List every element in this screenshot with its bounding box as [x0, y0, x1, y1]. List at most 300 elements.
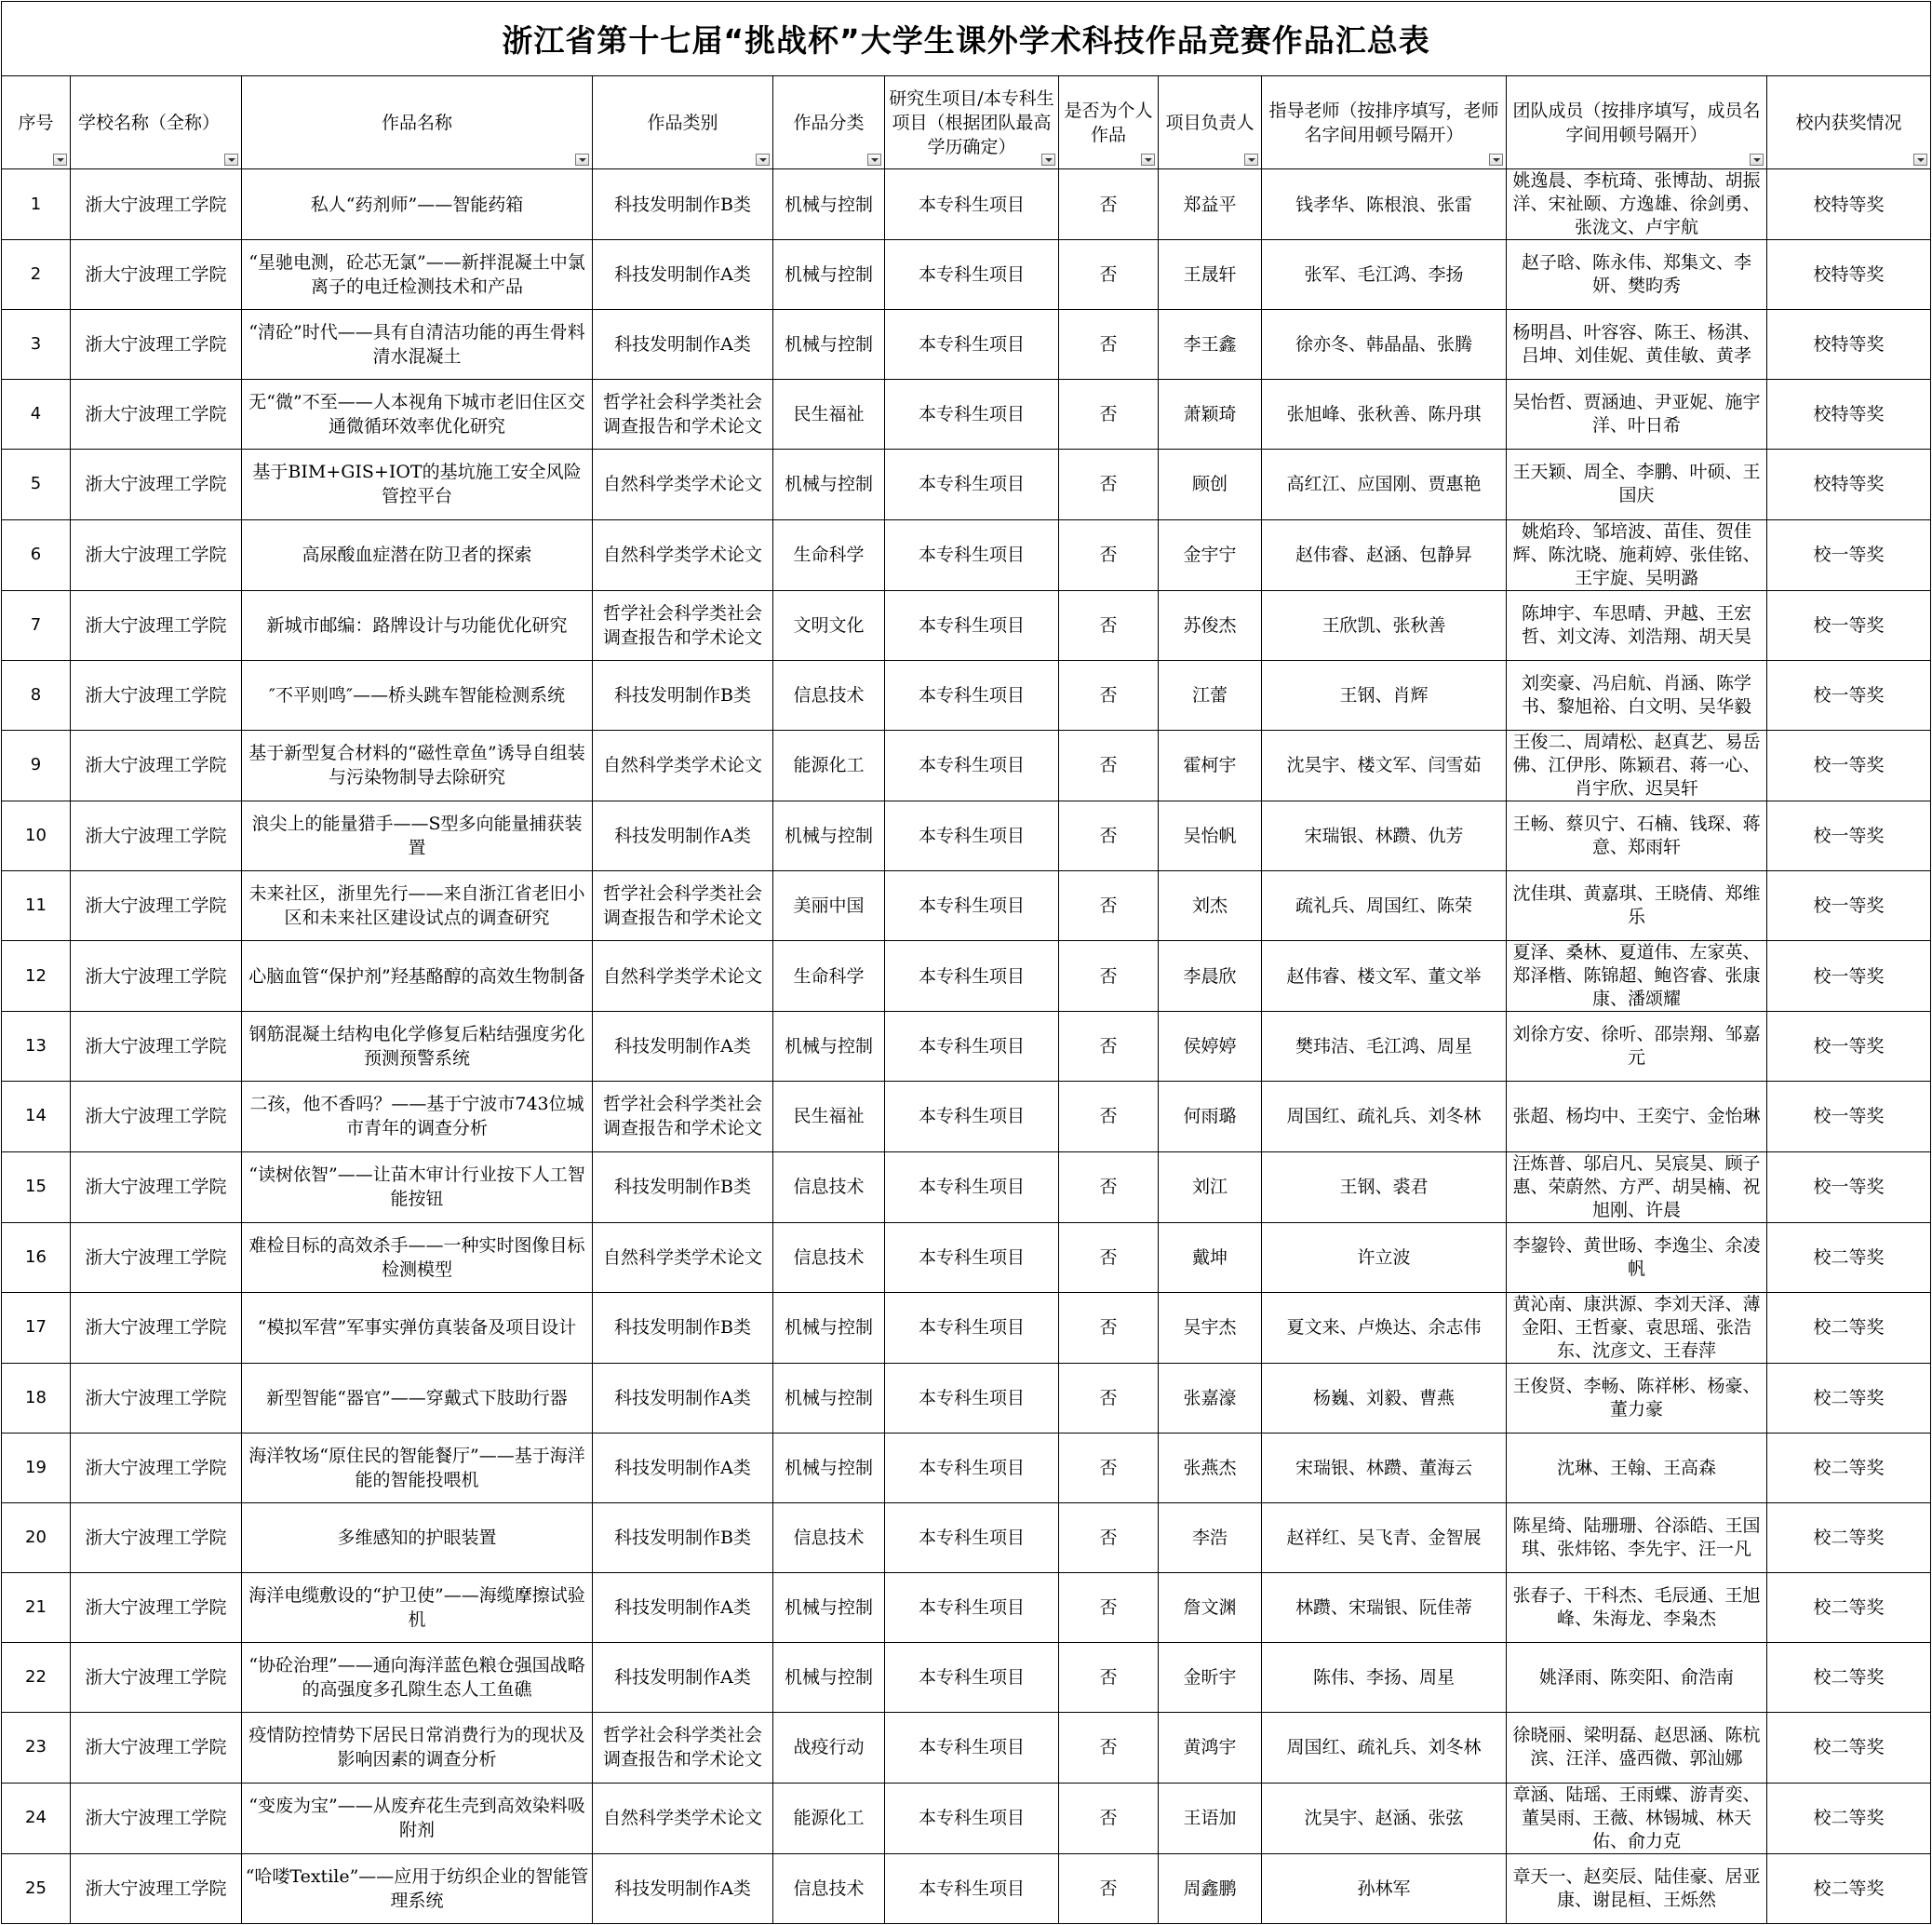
row-number[interactable]: 11: [2, 871, 71, 941]
is-individual[interactable]: 否: [1059, 1012, 1159, 1082]
project-leader[interactable]: 吴宇杰: [1159, 1292, 1262, 1363]
work-name[interactable]: 钢筋混凝土结构电化学修复后粘结强度劣化预测预警系统: [242, 1012, 593, 1082]
school-name[interactable]: 浙大宁波理工学院: [71, 801, 242, 870]
work-category[interactable]: 哲学社会科学类社会调查报告和学术论文: [593, 1082, 773, 1151]
school-name[interactable]: 浙大宁波理工学院: [71, 1853, 242, 1923]
is-individual[interactable]: 否: [1059, 1151, 1159, 1222]
work-field[interactable]: 生命科学: [773, 941, 885, 1012]
work-category[interactable]: 科技发明制作A类: [593, 1643, 773, 1713]
school-name[interactable]: 浙大宁波理工学院: [71, 941, 242, 1012]
row-number[interactable]: 25: [2, 1853, 71, 1923]
work-category[interactable]: 科技发明制作A类: [593, 1573, 773, 1643]
header-label: 团队成员（按排序填写，成员名字间用顿号隔开）: [1512, 100, 1761, 145]
row-number[interactable]: 16: [2, 1222, 71, 1292]
is-individual[interactable]: 否: [1059, 1503, 1159, 1573]
project-level[interactable]: 本专科生项目: [885, 450, 1059, 519]
row-number[interactable]: 15: [2, 1151, 71, 1222]
award[interactable]: 校一等奖: [1767, 519, 1931, 590]
advisors[interactable]: 徐亦冬、韩晶晶、张腾: [1262, 310, 1507, 380]
work-name[interactable]: 高尿酸血症潜在防卫者的探索: [242, 519, 593, 590]
award[interactable]: 校一等奖: [1767, 871, 1931, 941]
filter-dropdown-icon[interactable]: [224, 154, 238, 166]
is-individual[interactable]: 否: [1059, 1643, 1159, 1713]
work-field[interactable]: 机械与控制: [773, 240, 885, 310]
work-name[interactable]: 疫情防控情势下居民日常消费行为的现状及影响因素的调查分析: [242, 1713, 593, 1783]
row-number[interactable]: 1: [2, 169, 71, 240]
is-individual[interactable]: 否: [1059, 660, 1159, 730]
work-category[interactable]: 科技发明制作A类: [593, 240, 773, 310]
work-name[interactable]: 基于新型复合材料的“磁性章鱼”诱导自组装与污染物制导去除研究: [242, 730, 593, 801]
advisors[interactable]: 高红江、应国刚、贾惠艳: [1262, 450, 1507, 519]
school-name[interactable]: 浙大宁波理工学院: [71, 310, 242, 380]
is-individual[interactable]: 否: [1059, 1853, 1159, 1923]
row-number[interactable]: 24: [2, 1783, 71, 1853]
work-name[interactable]: 二孩，他不香吗？——基于宁波市743位城市青年的调查分析: [242, 1082, 593, 1151]
project-leader[interactable]: 霍柯宇: [1159, 730, 1262, 801]
header-is-individual: [1059, 76, 1159, 169]
is-individual[interactable]: 否: [1059, 1783, 1159, 1853]
filter-dropdown-icon[interactable]: [53, 154, 67, 166]
team-members[interactable]: 杨明昌、叶容容、陈王、杨淇、吕坤、刘佳妮、黄佳敏、黄孝: [1507, 310, 1767, 380]
advisors[interactable]: 宋瑞银、林躜、仇芳: [1262, 801, 1507, 870]
team-members[interactable]: 张超、杨均中、王奕宁、金怡琳: [1507, 1082, 1767, 1151]
row-number[interactable]: 2: [2, 240, 71, 310]
school-name[interactable]: 浙大宁波理工学院: [71, 1082, 242, 1151]
work-name[interactable]: “变废为宝”——从废弃花生壳到高效染料吸附剂: [242, 1783, 593, 1853]
filter-dropdown-icon[interactable]: [1041, 154, 1055, 166]
advisors[interactable]: 沈昊宇、楼文军、闫雪茹: [1262, 730, 1507, 801]
project-level[interactable]: 本专科生项目: [885, 801, 1059, 870]
team-members[interactable]: 章涵、陆瑶、王雨蝶、游青奕、董昊雨、王薇、林锡城、林天佑、俞力克: [1507, 1783, 1767, 1853]
school-name[interactable]: 浙大宁波理工学院: [71, 1573, 242, 1643]
header-work-category: [593, 76, 773, 169]
project-level[interactable]: 本专科生项目: [885, 941, 1059, 1012]
team-members[interactable]: 王俊二、周靖松、赵真艺、易岳佛、江伊彤、陈颖君、蒋一心、肖宇欣、迟昊轩: [1507, 730, 1767, 801]
team-members[interactable]: 沈琳、王翰、王高森: [1507, 1433, 1767, 1502]
school-name[interactable]: 浙大宁波理工学院: [71, 660, 242, 730]
work-field[interactable]: 信息技术: [773, 1503, 885, 1573]
team-members[interactable]: 章天一、赵奕辰、陆佳豪、居亚康、谢昆桓、王烁然: [1507, 1853, 1767, 1923]
work-field[interactable]: 机械与控制: [773, 1363, 885, 1433]
work-field[interactable]: 机械与控制: [773, 169, 885, 240]
is-individual[interactable]: 否: [1059, 590, 1159, 660]
work-category[interactable]: 科技发明制作A类: [593, 310, 773, 380]
is-individual[interactable]: 否: [1059, 871, 1159, 941]
filter-dropdown-icon[interactable]: [1244, 154, 1258, 166]
school-name[interactable]: 浙大宁波理工学院: [71, 380, 242, 450]
project-level[interactable]: 本专科生项目: [885, 1433, 1059, 1502]
advisors[interactable]: 赵伟睿、赵涵、包静昇: [1262, 519, 1507, 590]
work-category[interactable]: 自然科学类学术论文: [593, 519, 773, 590]
work-category[interactable]: 自然科学类学术论文: [593, 730, 773, 801]
row-number[interactable]: 21: [2, 1573, 71, 1643]
advisors[interactable]: 王欣凯、张秋善: [1262, 590, 1507, 660]
table-row: [2, 1222, 1931, 1292]
school-name[interactable]: 浙大宁波理工学院: [71, 1222, 242, 1292]
team-members[interactable]: 张春子、干科杰、毛辰通、王旭峰、朱海龙、李枭杰: [1507, 1573, 1767, 1643]
advisors[interactable]: 王钢、裘君: [1262, 1151, 1507, 1222]
team-members[interactable]: 吴怡哲、贾涵迪、尹亚妮、施宇洋、叶日希: [1507, 380, 1767, 450]
work-field[interactable]: 机械与控制: [773, 450, 885, 519]
award[interactable]: 校一等奖: [1767, 590, 1931, 660]
is-individual[interactable]: 否: [1059, 1082, 1159, 1151]
project-level[interactable]: 本专科生项目: [885, 730, 1059, 801]
award[interactable]: 校一等奖: [1767, 941, 1931, 1012]
project-leader[interactable]: 萧颖琦: [1159, 380, 1262, 450]
work-field[interactable]: 生命科学: [773, 519, 885, 590]
work-field[interactable]: 机械与控制: [773, 1643, 885, 1713]
award[interactable]: 校一等奖: [1767, 660, 1931, 730]
project-leader[interactable]: 金昕宇: [1159, 1643, 1262, 1713]
project-leader[interactable]: 张燕杰: [1159, 1433, 1262, 1502]
work-name[interactable]: 新型智能“器官”——穿戴式下肢助行器: [242, 1363, 593, 1433]
work-category[interactable]: 哲学社会科学类社会调查报告和学术论文: [593, 380, 773, 450]
work-field[interactable]: 机械与控制: [773, 1292, 885, 1363]
award[interactable]: 校一等奖: [1767, 1151, 1931, 1222]
school-name[interactable]: 浙大宁波理工学院: [71, 1292, 242, 1363]
project-leader[interactable]: 侯婷婷: [1159, 1012, 1262, 1082]
project-level[interactable]: 本专科生项目: [885, 1151, 1059, 1222]
work-category[interactable]: 自然科学类学术论文: [593, 941, 773, 1012]
project-leader[interactable]: 李王鑫: [1159, 310, 1262, 380]
table-row: [2, 1643, 1931, 1713]
school-name[interactable]: 浙大宁波理工学院: [71, 1433, 242, 1502]
work-field[interactable]: 民生福祉: [773, 1082, 885, 1151]
filter-dropdown-icon[interactable]: [867, 154, 881, 166]
work-category[interactable]: 自然科学类学术论文: [593, 1783, 773, 1853]
work-name[interactable]: 海洋牧场“原住民的智能餐厅”——基于海洋能的智能投喂机: [242, 1433, 593, 1502]
advisors[interactable]: 孙林军: [1262, 1853, 1507, 1923]
row-number[interactable]: 13: [2, 1012, 71, 1082]
work-name[interactable]: “读树依智”——让苗木审计行业按下人工智能按钮: [242, 1151, 593, 1222]
work-category[interactable]: 科技发明制作A类: [593, 1433, 773, 1502]
work-category[interactable]: 哲学社会科学类社会调查报告和学术论文: [593, 590, 773, 660]
school-name[interactable]: 浙大宁波理工学院: [71, 1363, 242, 1433]
work-name[interactable]: 基于BIM+GIS+IOT的基坑施工安全风险管控平台: [242, 450, 593, 519]
project-level[interactable]: 本专科生项目: [885, 660, 1059, 730]
award[interactable]: 校特等奖: [1767, 240, 1931, 310]
team-members[interactable]: 夏泽、桑林、夏道伟、左家英、郑泽楷、陈锦超、鲍咨睿、张康康、潘颂耀: [1507, 941, 1767, 1012]
work-category[interactable]: 科技发明制作A类: [593, 1853, 773, 1923]
header-label: 学校名称（全称）: [78, 112, 221, 133]
advisors[interactable]: 赵伟睿、楼文军、董文举: [1262, 941, 1507, 1012]
is-individual[interactable]: 否: [1059, 1363, 1159, 1433]
advisors[interactable]: 周国红、疏礼兵、刘冬林: [1262, 1713, 1507, 1783]
work-name[interactable]: 浪尖上的能量猎手——S型多向能量捕获装置: [242, 801, 593, 870]
filter-dropdown-icon[interactable]: [575, 154, 589, 166]
project-leader[interactable]: 苏俊杰: [1159, 590, 1262, 660]
filter-dropdown-icon[interactable]: [1489, 154, 1503, 166]
school-name[interactable]: 浙大宁波理工学院: [71, 1783, 242, 1853]
work-field[interactable]: 能源化工: [773, 1783, 885, 1853]
filter-dropdown-icon[interactable]: [1141, 154, 1155, 166]
work-name[interactable]: 私人“药剂师”——智能药箱: [242, 169, 593, 240]
work-name[interactable]: 未来社区，浙里先行——来自浙江省老旧小区和未来社区建设试点的调查研究: [242, 871, 593, 941]
award[interactable]: 校二等奖: [1767, 1783, 1931, 1853]
project-level[interactable]: 本专科生项目: [885, 519, 1059, 590]
award[interactable]: 校二等奖: [1767, 1222, 1931, 1292]
team-members[interactable]: 王天颖、周全、李鹏、叶硕、王国庆: [1507, 450, 1767, 519]
is-individual[interactable]: 否: [1059, 730, 1159, 801]
award[interactable]: 校二等奖: [1767, 1292, 1931, 1363]
award[interactable]: 校特等奖: [1767, 169, 1931, 240]
is-individual[interactable]: 否: [1059, 310, 1159, 380]
team-members[interactable]: 陈星绮、陆珊珊、谷添皓、王国琪、张炜铭、李先宇、汪一凡: [1507, 1503, 1767, 1573]
project-level[interactable]: 本专科生项目: [885, 169, 1059, 240]
row-number[interactable]: 7: [2, 590, 71, 660]
work-name[interactable]: “清砼”时代——具有自清洁功能的再生骨料清水混凝土: [242, 310, 593, 380]
work-name[interactable]: 难检目标的高效杀手——一种实时图像目标检测模型: [242, 1222, 593, 1292]
school-name[interactable]: 浙大宁波理工学院: [71, 240, 242, 310]
row-number[interactable]: 3: [2, 310, 71, 380]
award[interactable]: 校二等奖: [1767, 1433, 1931, 1502]
project-leader[interactable]: 张嘉濠: [1159, 1363, 1262, 1433]
header-school: [71, 76, 242, 169]
advisors[interactable]: 周国红、疏礼兵、刘冬林: [1262, 1082, 1507, 1151]
project-level[interactable]: 本专科生项目: [885, 1713, 1059, 1783]
table-row: [2, 1573, 1931, 1643]
project-level[interactable]: 本专科生项目: [885, 380, 1059, 450]
advisors[interactable]: 赵祥红、吴飞青、金智展: [1262, 1503, 1507, 1573]
project-level[interactable]: 本专科生项目: [885, 1853, 1059, 1923]
is-individual[interactable]: 否: [1059, 519, 1159, 590]
award[interactable]: 校二等奖: [1767, 1573, 1931, 1643]
table-row: [2, 380, 1931, 450]
table-row: [2, 450, 1931, 519]
project-leader[interactable]: 周鑫鹏: [1159, 1853, 1262, 1923]
work-category[interactable]: 科技发明制作B类: [593, 1503, 773, 1573]
advisors[interactable]: 宋瑞银、林躜、董海云: [1262, 1433, 1507, 1502]
project-level[interactable]: 本专科生项目: [885, 310, 1059, 380]
school-name[interactable]: 浙大宁波理工学院: [71, 1012, 242, 1082]
team-members[interactable]: 刘徐方安、徐听、邵崇翔、邹嘉元: [1507, 1012, 1767, 1082]
advisors[interactable]: 张军、毛江鸿、李扬: [1262, 240, 1507, 310]
advisors[interactable]: 张旭峰、张秋善、陈丹琪: [1262, 380, 1507, 450]
filter-dropdown-icon[interactable]: [1913, 154, 1927, 166]
table-row: [2, 871, 1931, 941]
row-number[interactable]: 9: [2, 730, 71, 801]
award[interactable]: 校二等奖: [1767, 1503, 1931, 1573]
filter-dropdown-icon[interactable]: [1750, 154, 1764, 166]
work-field[interactable]: 民生福祉: [773, 380, 885, 450]
work-name[interactable]: “协砼治理”——通向海洋蓝色粮仓强国战略的高强度多孔隙生态人工鱼礁: [242, 1643, 593, 1713]
advisors[interactable]: 许立波: [1262, 1222, 1507, 1292]
work-name[interactable]: 新城市邮编：路牌设计与功能优化研究: [242, 590, 593, 660]
project-leader[interactable]: 黄鸿宇: [1159, 1713, 1262, 1783]
team-members[interactable]: 刘奕豪、冯启航、肖涵、陈学书、黎旭裕、白文明、吴华毅: [1507, 660, 1767, 730]
work-category[interactable]: 科技发明制作A类: [593, 1012, 773, 1082]
award[interactable]: 校二等奖: [1767, 1363, 1931, 1433]
work-name[interactable]: “哈喽Textile”——应用于纺织企业的智能管理系统: [242, 1853, 593, 1923]
team-members[interactable]: 姚焰玲、邹培波、苗佳、贺佳辉、陈沈晓、施莉婷、张佳铭、王宇旋、吴明潞: [1507, 519, 1767, 590]
header-label: 项目负责人: [1165, 112, 1254, 133]
work-category[interactable]: 科技发明制作A类: [593, 801, 773, 870]
team-members[interactable]: 沈佳琪、黄嘉琪、王晓倩、郑维乐: [1507, 871, 1767, 941]
project-level[interactable]: 本专科生项目: [885, 240, 1059, 310]
work-field[interactable]: 机械与控制: [773, 801, 885, 870]
row-number[interactable]: 23: [2, 1713, 71, 1783]
is-individual[interactable]: 否: [1059, 1713, 1159, 1783]
work-category[interactable]: 哲学社会科学类社会调查报告和学术论文: [593, 871, 773, 941]
project-level[interactable]: 本专科生项目: [885, 871, 1059, 941]
work-field[interactable]: 战疫行动: [773, 1713, 885, 1783]
team-members[interactable]: 陈坤宇、车思晴、尹越、王宏哲、刘文涛、刘浩翔、胡天昊: [1507, 590, 1767, 660]
advisors[interactable]: 钱孝华、陈根浪、张雷: [1262, 169, 1507, 240]
award[interactable]: 校一等奖: [1767, 801, 1931, 870]
work-category[interactable]: 自然科学类学术论文: [593, 1222, 773, 1292]
team-members[interactable]: 汪炼普、邬启凡、吴宸昊、顾子惠、荣蔚然、方严、胡昊楠、祝旭刚、许晨: [1507, 1151, 1767, 1222]
work-field[interactable]: 信息技术: [773, 1853, 885, 1923]
work-name[interactable]: 海洋电缆敷设的“护卫使”——海缆摩擦试验机: [242, 1573, 593, 1643]
advisors[interactable]: 夏文来、卢焕达、余志伟: [1262, 1292, 1507, 1363]
work-category[interactable]: 科技发明制作A类: [593, 1363, 773, 1433]
school-name[interactable]: 浙大宁波理工学院: [71, 450, 242, 519]
row-number[interactable]: 17: [2, 1292, 71, 1363]
school-name[interactable]: 浙大宁波理工学院: [71, 1151, 242, 1222]
school-name[interactable]: 浙大宁波理工学院: [71, 590, 242, 660]
work-category[interactable]: 科技发明制作B类: [593, 169, 773, 240]
row-number[interactable]: 6: [2, 519, 71, 590]
project-leader[interactable]: 王晟轩: [1159, 240, 1262, 310]
work-field[interactable]: 机械与控制: [773, 310, 885, 380]
project-leader[interactable]: 李浩: [1159, 1503, 1262, 1573]
project-level[interactable]: 本专科生项目: [885, 1222, 1059, 1292]
is-individual[interactable]: 否: [1059, 1222, 1159, 1292]
row-number[interactable]: 20: [2, 1503, 71, 1573]
advisors[interactable]: 樊玮洁、毛江鸿、周星: [1262, 1012, 1507, 1082]
project-leader[interactable]: 顾创: [1159, 450, 1262, 519]
team-members[interactable]: 王俊贤、李畅、陈祥彬、杨豪、董力豪: [1507, 1363, 1767, 1433]
row-number[interactable]: 12: [2, 941, 71, 1012]
project-level[interactable]: 本专科生项目: [885, 1012, 1059, 1082]
row-number[interactable]: 19: [2, 1433, 71, 1502]
advisors[interactable]: 陈伟、李扬、周星: [1262, 1643, 1507, 1713]
table-body: [2, 169, 1931, 1924]
team-members[interactable]: 姚泽雨、陈奕阳、俞浩南: [1507, 1643, 1767, 1713]
filter-dropdown-icon[interactable]: [756, 154, 770, 166]
project-level[interactable]: 本专科生项目: [885, 1363, 1059, 1433]
project-level[interactable]: 本专科生项目: [885, 1292, 1059, 1363]
project-leader[interactable]: 江蕾: [1159, 660, 1262, 730]
team-members[interactable]: 黄沁南、康洪源、李刘天泽、薄金阳、王哲豪、袁思瑶、张浩东、沈彦文、王春萍: [1507, 1292, 1767, 1363]
work-name[interactable]: 无“微”不至——人本视角下城市老旧住区交通微循环效率优化研究: [242, 380, 593, 450]
is-individual[interactable]: 否: [1059, 169, 1159, 240]
is-individual[interactable]: 否: [1059, 380, 1159, 450]
work-field[interactable]: 信息技术: [773, 660, 885, 730]
work-field[interactable]: 美丽中国: [773, 871, 885, 941]
work-field[interactable]: 信息技术: [773, 1151, 885, 1222]
award[interactable]: 校一等奖: [1767, 1012, 1931, 1082]
school-name[interactable]: 浙大宁波理工学院: [71, 1503, 242, 1573]
project-level[interactable]: 本专科生项目: [885, 590, 1059, 660]
school-name[interactable]: 浙大宁波理工学院: [71, 1713, 242, 1783]
project-leader[interactable]: 刘江: [1159, 1151, 1262, 1222]
work-name[interactable]: “星驰电测，砼芯无氯”——新拌混凝土中氯离子的电迁检测技术和产品: [242, 240, 593, 310]
award[interactable]: 校特等奖: [1767, 380, 1931, 450]
project-leader[interactable]: 郑益平: [1159, 169, 1262, 240]
work-category[interactable]: 科技发明制作B类: [593, 1292, 773, 1363]
school-name[interactable]: 浙大宁波理工学院: [71, 871, 242, 941]
work-category[interactable]: 科技发明制作B类: [593, 1151, 773, 1222]
row-number[interactable]: 10: [2, 801, 71, 870]
project-leader[interactable]: 吴怡帆: [1159, 801, 1262, 870]
work-field[interactable]: 文明文化: [773, 590, 885, 660]
school-name[interactable]: 浙大宁波理工学院: [71, 1643, 242, 1713]
is-individual[interactable]: 否: [1059, 450, 1159, 519]
header-work-field: [773, 76, 885, 169]
work-category[interactable]: 科技发明制作B类: [593, 660, 773, 730]
project-level[interactable]: 本专科生项目: [885, 1783, 1059, 1853]
project-level[interactable]: 本专科生项目: [885, 1643, 1059, 1713]
team-members[interactable]: 王畅、蔡贝宁、石楠、钱琛、蒋意、郑雨轩: [1507, 801, 1767, 870]
school-name[interactable]: 浙大宁波理工学院: [71, 169, 242, 240]
work-category[interactable]: 哲学社会科学类社会调查报告和学术论文: [593, 1713, 773, 1783]
row-number[interactable]: 5: [2, 450, 71, 519]
is-individual[interactable]: 否: [1059, 1573, 1159, 1643]
project-leader[interactable]: 戴坤: [1159, 1222, 1262, 1292]
work-field[interactable]: 机械与控制: [773, 1573, 885, 1643]
work-name[interactable]: 心脑血管“保护剂”羟基酪醇的高效生物制备: [242, 941, 593, 1012]
award[interactable]: 校二等奖: [1767, 1853, 1931, 1923]
row-number[interactable]: 22: [2, 1643, 71, 1713]
advisors[interactable]: 王钢、肖辉: [1262, 660, 1507, 730]
project-level[interactable]: 本专科生项目: [885, 1082, 1059, 1151]
project-leader[interactable]: 李晨欣: [1159, 941, 1262, 1012]
work-name[interactable]: “模拟军营”军事实弹仿真装备及项目设计: [242, 1292, 593, 1363]
project-level[interactable]: 本专科生项目: [885, 1503, 1059, 1573]
row-number[interactable]: 4: [2, 380, 71, 450]
is-individual[interactable]: 否: [1059, 801, 1159, 870]
award[interactable]: 校特等奖: [1767, 450, 1931, 519]
team-members[interactable]: 李鋆铃、黄世旸、李逸尘、余凌帆: [1507, 1222, 1767, 1292]
award[interactable]: 校二等奖: [1767, 1643, 1931, 1713]
team-members[interactable]: 姚逸晨、李杭琦、张博劼、胡振洋、宋祉颐、方逸雄、徐剑勇、张泷文、卢宇航: [1507, 169, 1767, 240]
is-individual[interactable]: 否: [1059, 941, 1159, 1012]
project-leader[interactable]: 詹文渊: [1159, 1573, 1262, 1643]
work-name[interactable]: 多维感知的护眼装置: [242, 1503, 593, 1573]
project-leader[interactable]: 何雨璐: [1159, 1082, 1262, 1151]
work-name[interactable]: ″不平则鸣″——桥头跳车智能检测系统: [242, 660, 593, 730]
award[interactable]: 校一等奖: [1767, 1082, 1931, 1151]
school-name[interactable]: 浙大宁波理工学院: [71, 519, 242, 590]
row-number[interactable]: 8: [2, 660, 71, 730]
award[interactable]: 校特等奖: [1767, 310, 1931, 380]
is-individual[interactable]: 否: [1059, 1433, 1159, 1502]
is-individual[interactable]: 否: [1059, 1292, 1159, 1363]
advisors[interactable]: 沈昊宇、赵涵、张弦: [1262, 1783, 1507, 1853]
row-number[interactable]: 18: [2, 1363, 71, 1433]
project-leader[interactable]: 王语加: [1159, 1783, 1262, 1853]
school-name[interactable]: 浙大宁波理工学院: [71, 730, 242, 801]
project-leader[interactable]: 刘杰: [1159, 871, 1262, 941]
work-category[interactable]: 自然科学类学术论文: [593, 450, 773, 519]
work-field[interactable]: 信息技术: [773, 1222, 885, 1292]
team-members[interactable]: 徐晓丽、梁明磊、赵思涵、陈杭滨、汪洋、盛西微、郭汕娜: [1507, 1713, 1767, 1783]
team-members[interactable]: 赵子晗、陈永伟、郑集文、李妍、樊昀秀: [1507, 240, 1767, 310]
advisors[interactable]: 杨巍、刘毅、曹燕: [1262, 1363, 1507, 1433]
advisors[interactable]: 林躜、宋瑞银、阮佳蒂: [1262, 1573, 1507, 1643]
advisors[interactable]: 疏礼兵、周国红、陈荣: [1262, 871, 1507, 941]
award[interactable]: 校一等奖: [1767, 730, 1931, 801]
award[interactable]: 校二等奖: [1767, 1713, 1931, 1783]
work-field[interactable]: 机械与控制: [773, 1012, 885, 1082]
project-leader[interactable]: 金宇宁: [1159, 519, 1262, 590]
row-number[interactable]: 14: [2, 1082, 71, 1151]
is-individual[interactable]: 否: [1059, 240, 1159, 310]
project-level[interactable]: 本专科生项目: [885, 1573, 1059, 1643]
work-field[interactable]: 能源化工: [773, 730, 885, 801]
work-field[interactable]: 机械与控制: [773, 1433, 885, 1502]
